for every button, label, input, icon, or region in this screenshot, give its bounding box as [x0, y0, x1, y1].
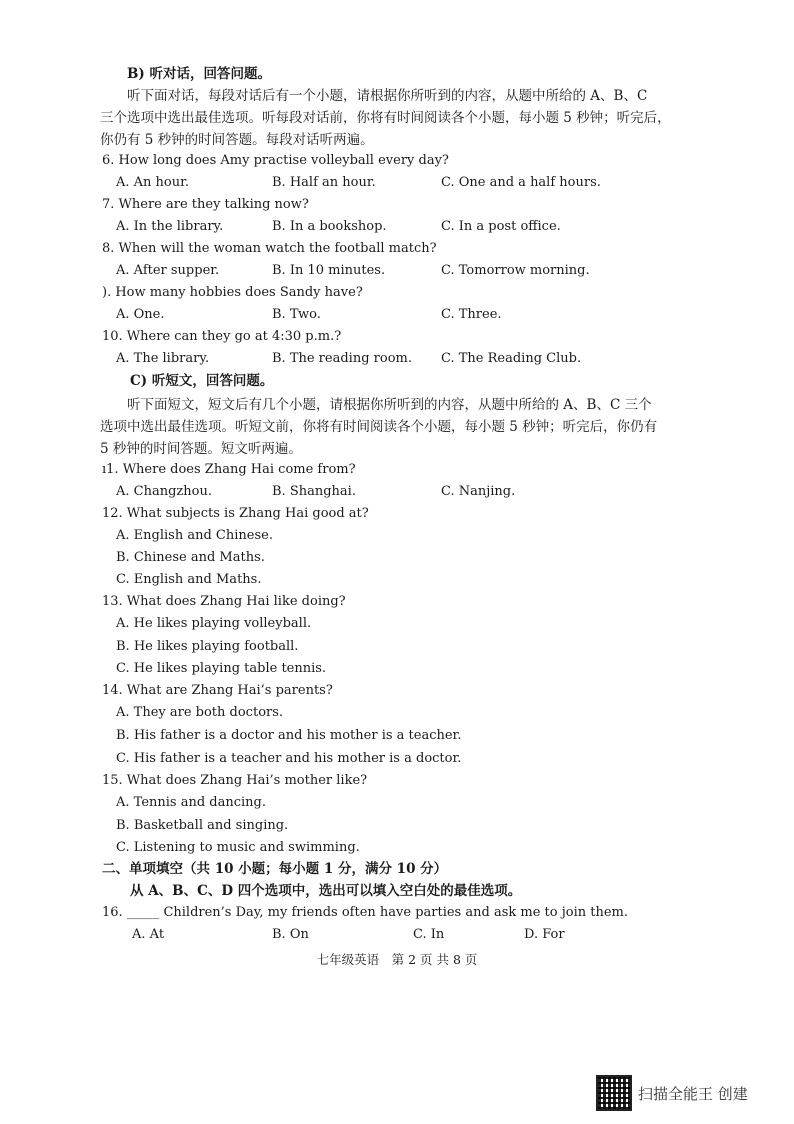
question-13: 13. What does Zhang Hai like doing?: [102, 594, 346, 609]
section-b-instruction-2: 三个选项中选出最佳选项。听每段对话前，你将有时间阅读各个小题，每小题 5 秒钟；听完后，: [100, 110, 671, 126]
q12-option-a: A. English and Chinese.: [116, 528, 273, 543]
page-footer: 七年级英语 第 2 页 共 8 页: [316, 952, 478, 967]
question-7: 7. Where are they talking now?: [102, 197, 309, 212]
question-11: ı1. Where does Zhang Hai come from?: [102, 462, 356, 477]
q12-option-b: B. Chinese and Maths.: [116, 550, 265, 565]
q15-option-c: C. Listening to music and swimming.: [116, 840, 360, 855]
q11-option-b: B. Shanghai.: [272, 484, 356, 499]
section-c-instruction-3: 5 秒钟的时间答题。短文听两遍。: [100, 441, 302, 457]
qr-code-icon: [596, 1075, 632, 1111]
q9-option-b: B. Two.: [272, 307, 321, 322]
section-c-heading: C) 听短文，回答问题。: [130, 373, 274, 389]
q13-option-c: C. He likes playing table tennis.: [116, 661, 327, 676]
part-2-instruction: 从 A、B、C、D 四个选项中，选出可以填入空白处的最佳选项。: [130, 883, 522, 899]
q15-option-a: A. Tennis and dancing.: [116, 795, 267, 810]
q9-option-c: C. Three.: [441, 307, 502, 322]
q12-option-c: C. English and Maths.: [116, 572, 262, 587]
q6-option-c: C. One and a half hours.: [441, 175, 601, 190]
section-b-instruction-1: 听下面对话，每段对话后有一个小题，请根据你所听到的内容，从题中所给的 A、B、C: [127, 88, 648, 104]
part-2-heading: 二、单项填空（共 10 小题；每小题 1 分，满分 10 分）: [102, 861, 448, 877]
question-12: 12. What subjects is Zhang Hai good at?: [102, 506, 369, 521]
section-b-heading: B) 听对话，回答问题。: [127, 66, 271, 82]
q14-option-c: C. His father is a teacher and his mother is a doctor.: [116, 751, 462, 766]
q16-option-a: A. At: [132, 927, 165, 942]
question-15: 15. What does Zhang Hai’s mother like?: [102, 773, 368, 788]
watermark-text: 扫描全能王 创建: [638, 1084, 748, 1103]
q10-option-c: C. The Reading Club.: [441, 351, 582, 366]
q8-option-c: C. Tomorrow morning.: [441, 263, 590, 278]
section-c-instruction-2: 选项中选出最佳选项。听短文前，你将有时间阅读各个小题，每小题 5 秒钟；听完后，你仍有: [100, 419, 658, 435]
question-10: 10. Where can they go at 4:30 p.m.?: [102, 329, 342, 344]
section-c-instruction-1: 听下面短文，短文后有几个小题，请根据你所听到的内容，从题中所给的 A、B、C 三个: [127, 397, 652, 413]
q13-option-b: B. He likes playing football.: [116, 639, 299, 654]
question-9: ). How many hobbies does Sandy have?: [102, 285, 363, 300]
question-14: 14. What are Zhang Hai’s parents?: [102, 683, 333, 698]
section-b-instruction-3: 你仍有 5 秒钟的时间答题。每段对话听两遍。: [100, 132, 374, 148]
question-6: 6. How long does Amy practise volleyball every day?: [102, 153, 449, 168]
q13-option-a: A. He likes playing volleyball.: [116, 616, 312, 631]
q7-option-b: B. In a bookshop.: [272, 219, 387, 234]
q8-option-a: A. After supper.: [116, 263, 220, 278]
question-8: 8. When will the woman watch the football match?: [102, 241, 437, 256]
q16-option-b: B. On: [272, 927, 309, 942]
scanner-watermark: [596, 1075, 748, 1111]
question-16: 16. _____ Children’s Day, my friends often have parties and ask me to join them.: [102, 905, 628, 920]
q16-option-d: D. For: [524, 927, 565, 942]
q10-option-a: A. The library.: [116, 351, 210, 366]
q9-option-a: A. One.: [116, 307, 165, 322]
q11-option-c: C. Nanjing.: [441, 484, 516, 499]
q6-option-a: A. An hour.: [116, 175, 190, 190]
q16-option-c: C. In: [413, 927, 445, 942]
q7-option-c: C. In a post office.: [441, 219, 561, 234]
q15-option-b: B. Basketball and singing.: [116, 818, 289, 833]
q14-option-a: A. They are both doctors.: [116, 705, 284, 720]
q7-option-a: A. In the library.: [116, 219, 224, 234]
q10-option-b: B. The reading room.: [272, 351, 412, 366]
q11-option-a: A. Changzhou.: [116, 484, 212, 499]
q14-option-b: B. His father is a doctor and his mother is a teacher.: [116, 728, 462, 743]
q8-option-b: B. In 10 minutes.: [272, 263, 386, 278]
q6-option-b: B. Half an hour.: [272, 175, 376, 190]
